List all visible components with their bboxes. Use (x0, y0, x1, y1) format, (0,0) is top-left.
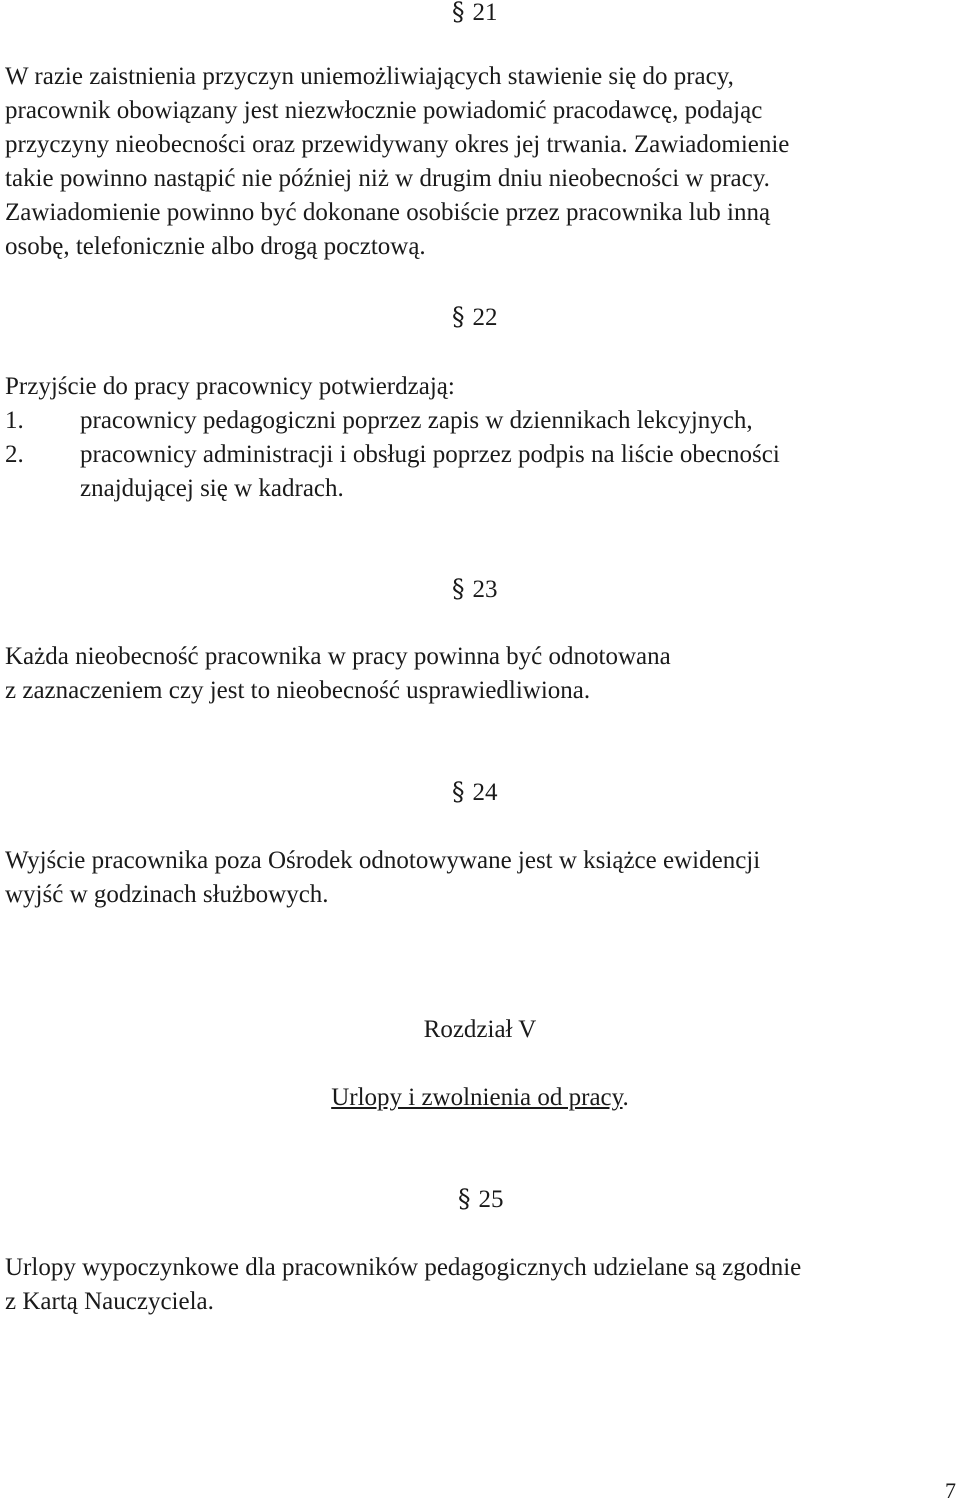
list-item (5, 404, 780, 438)
section-heading-22 (452, 300, 498, 335)
section-number: 25 (478, 1186, 504, 1213)
text-line: z zaznaczeniem czy jest to nieobecność usprawiedliwiona. (5, 677, 591, 704)
text-line: przyczyny nieobecności oraz przewidywany okres jej trwania. Zawiadomienie (5, 131, 790, 158)
section-number: 21 (472, 0, 498, 26)
paragraph-25 (5, 1251, 950, 1319)
text-line: wyjść w godzinach służbowych. (5, 881, 329, 908)
attendance-list (5, 404, 780, 506)
list-item-text: znajdującej się w kadrach. (80, 475, 344, 502)
text-line: Wyjście pracownika poza Ośrodek odnotowywane jest w książce ewidencji (5, 847, 761, 874)
text-line: Każda nieobecność pracownika w pracy powinna być odnotowana (5, 643, 671, 670)
chapter-subtitle (0, 1081, 960, 1115)
list-item (5, 438, 780, 506)
section-heading-24 (452, 775, 498, 810)
text-line: Urlopy wypoczynkowe dla pracowników pedagogicznych udzielane są zgodnie (5, 1254, 802, 1281)
section-sign: § (452, 302, 465, 331)
text-line: z Kartą Nauczyciela. (5, 1288, 214, 1315)
text-line: W razie zaistnienia przyczyn uniemożliwiających stawienie się do pracy, (5, 63, 734, 90)
text-line: Przyjście do pracy pracownicy potwierdzają: (5, 373, 455, 400)
text-line: pracownik obowiązany jest niezwłocznie powiadomić pracodawcę, podając (5, 97, 763, 124)
section-sign: § (452, 777, 465, 806)
section-sign: § (458, 1184, 471, 1213)
section-number: 24 (472, 779, 498, 806)
section-number: 23 (472, 576, 498, 603)
list-item-number: 1. (5, 407, 24, 434)
chapter-subtitle-tail: . (622, 1084, 629, 1111)
section-sign: § (452, 574, 465, 603)
list-item-text: pracownicy administracji i obsługi poprzez podpis na liście obecności (80, 441, 780, 468)
chapter-title: Rozdział V (423, 1016, 537, 1043)
paragraph-24 (5, 844, 950, 912)
paragraph-21 (5, 60, 950, 264)
section-heading-25 (458, 1182, 504, 1217)
section-number: 22 (472, 304, 498, 331)
text-line: takie powinno nastąpić nie później niż w drugim dniu nieobecności w pracy. (5, 165, 770, 192)
text-line: Zawiadomienie powinno być dokonane osobiście przez pracownika lub inną (5, 199, 771, 226)
paragraph-22-intro (5, 370, 950, 404)
page-number: 7 (945, 1478, 956, 1503)
text-line: osobę, telefonicznie albo drogą pocztową. (5, 233, 426, 260)
list-item-number: 2. (5, 441, 24, 468)
section-heading-21 (452, 0, 498, 30)
section-sign: § (452, 0, 465, 26)
section-heading-23 (452, 572, 498, 607)
list-item-text: pracownicy pedagogiczni poprzez zapis w dziennikach lekcyjnych, (80, 407, 753, 434)
chapter-subtitle-text: Urlopy i zwolnienia od pracy (331, 1084, 623, 1111)
paragraph-23 (5, 640, 950, 708)
